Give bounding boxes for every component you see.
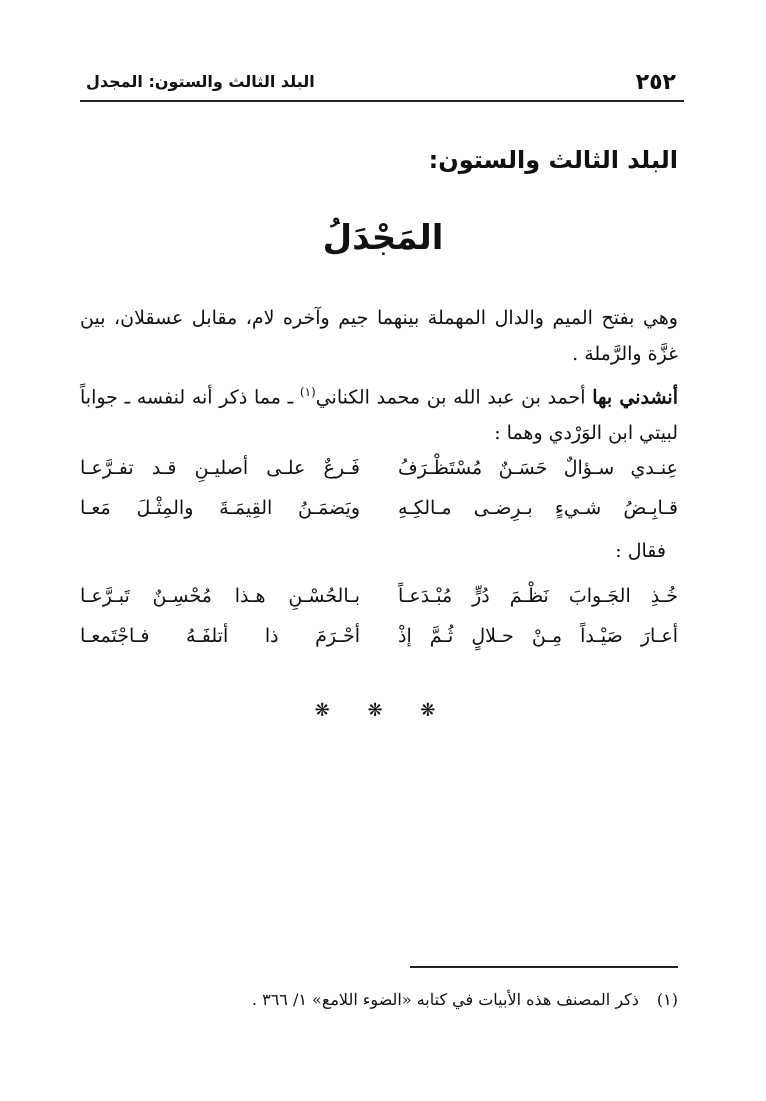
footnote-number: (١) [656,990,678,1009]
verse-hemistich-second: ويَضمَـنُ القِيمَـةَ والمِثْـلَ مَعـا [80,497,360,519]
footnote-text: ذكر المصنف هذه الأبيات في كتابه «الضوء اللامع» ١/ ٣٦٦ . [251,990,639,1009]
city-title: المَجْدَلُ [322,218,444,258]
verse-line [80,488,678,528]
narration-lead: أنشدني بها [592,386,678,409]
intro-paragraph: وهي بفتح الميم والدال المهملة بينهما جيم وآخره لام، مقابل عسقلان، بين غزَّة والرَّملة . [80,307,678,365]
verse-line [80,616,678,656]
verse-line [80,448,678,488]
verse-line [80,576,678,616]
verse-hemistich-first: خُـذِ الجَـوابَ نَظْـمَ دُرٍّ مُبْـدَعـاً [398,585,678,607]
verse-block-question [80,448,678,528]
narration-paragraph [80,374,678,451]
verse-block-answer [80,576,678,656]
narration-text: أحمد بن عبد الله بن محمد الكناني [315,386,593,409]
page-header [80,64,684,102]
footnote-divider [410,966,678,968]
verse-hemistich-first: عِنـدي سـؤالٌ حَسَـنٌ مُسْتَظْـرَفُ [398,457,678,479]
running-title: البلد الثالث والستون: المجدل [86,72,315,91]
narration-tail: ـ مما ذكر أنه لنفسه ـ جواباً لبيتي ابن الوَرْدي وهما : [80,386,678,445]
section-heading: البلد الثالث والستون: [428,146,678,174]
verse-hemistich-second: أحْـرَمَ ذا أتلفَـهُ فـاجْتَمعـا [80,625,360,647]
verse-hemistich-first: قـابِـضُ شـيءٍ بـرِضـى مـالكِـهِ [398,497,678,519]
footnote-reference[interactable]: (١) [299,385,316,399]
verse-hemistich-first: أعـارَ صَيْـداً مِـنْ حـلالٍ ثُـمَّ إذْ [398,625,678,647]
section-separator: ❋ ❋ ❋ [314,700,452,721]
footnote [252,990,678,1009]
verse-hemistich-second: فَـرعٌ علـى أصليـنِ قـد تفـرَّعـا [80,457,360,479]
reply-intro: فقال : [615,540,666,562]
page-number: ٢٥٢ [635,70,676,95]
verse-hemistich-second: بـالحُسْـنِ هـذا مُحْسِـنٌ تَبـرَّعـا [80,585,360,607]
